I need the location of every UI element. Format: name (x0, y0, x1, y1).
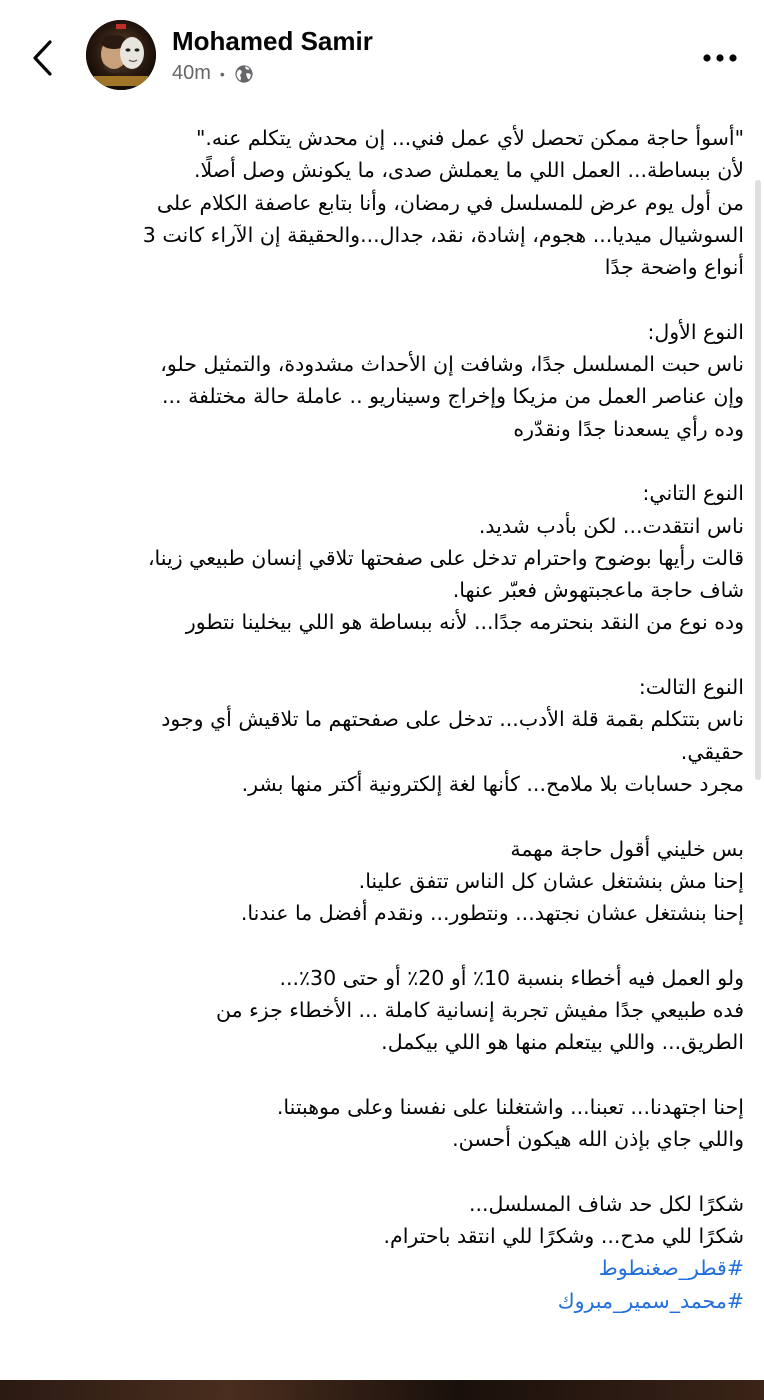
hashtag-link[interactable]: #محمد_سمير_مبروك (557, 1288, 744, 1313)
post-text-line: شكرًا لكل حد شاف المسلسل... (469, 1191, 744, 1216)
post-text-line: ناس بتتكلم بقمة قلة الأدب... تدخل على صفحتهم ما تلاقيش أي وجود (161, 707, 744, 732)
post-text-line: "أسوأ حاجة ممكن تحصل لأي عمل فني... إن محدش يتكلم عنه." (195, 126, 744, 150)
paragraph-gap (18, 1156, 744, 1188)
post-text-line: وده رأي يسعدنا جدًا ونقدّره (513, 416, 744, 441)
paragraph-gap (18, 283, 744, 315)
post-text-line: شكرًا للي مدح... وشكرًا للي انتقد باحترام. (383, 1224, 744, 1249)
post-text-line: السوشيال ميديا... هجوم، إشادة، نقد، جدال...والحقيقة إن الآراء كانت 3 (142, 222, 744, 247)
post-text-line: النوع الأول: (647, 319, 744, 344)
avatar-image (86, 20, 156, 90)
hashtag-link[interactable]: #قطر_صغنطوط (598, 1256, 744, 1281)
post-text-line: ولو العمل فيه أخطاء بنسبة 10٪ أو 20٪ أو حتى 30٪... (279, 965, 744, 990)
post-text-line: من أول يوم عرض للمسلسل في رمضان، وأنا بتابع عاصفة الكلام على (156, 190, 744, 215)
more-horizontal-icon (702, 53, 738, 63)
post-text-line: وإن عناصر العمل من مزيكا وإخراج وسيناريو .. عاملة حالة مختلفة ... (162, 384, 744, 409)
next-post-preview (0, 1380, 764, 1400)
post-meta (172, 62, 254, 85)
post-header (0, 0, 764, 118)
post-text-line: النوع التاني: (642, 481, 744, 506)
paragraph-gap (18, 445, 744, 477)
post-text-line: إحنا اجتهدنا... تعبنا... واشتغلنا على نفسنا وعلى موهبتنا. (276, 1094, 744, 1119)
post-text-line: وده نوع من النقد بنحترمه جدًا... لأنه ببساطة هو اللي بيخلينا نتطور (185, 610, 744, 635)
post-text-line: أنواع واضحة جدًا (604, 255, 744, 280)
paragraph-gap (18, 929, 744, 961)
more-options-button[interactable] (698, 40, 742, 76)
post-timestamp[interactable]: 40m (172, 62, 211, 84)
post-text-line: مجرد حسابات بلا ملامح... كأنها لغة إلكترونية أكتر منها بشر. (241, 771, 744, 796)
post-text-line: ناس انتقدت... لكن بأدب شديد. (478, 513, 744, 538)
post-text-line: إحنا بنشتغل عشان نجتهد... ونتطور... ونقدم أفضل ما عندنا. (240, 901, 744, 926)
author-name[interactable]: Mohamed Samir (172, 26, 373, 56)
post-text-line: الطريق... واللي بيتعلم منها هو اللي بيكمل. (381, 1030, 744, 1055)
post-text-line: إحنا مش بنشتغل عشان كل الناس تتفق علينا. (358, 868, 744, 893)
post-text-line: بس خليني أقول حاجة مهمة (510, 836, 744, 861)
meta-separator: • (219, 65, 225, 82)
globe-icon[interactable] (234, 64, 254, 84)
post-text-line: قالت رأيها بوضوح واحترام تدخل على صفحتها تلاقي إنسان طبيعي زينا، (147, 545, 744, 570)
post-text-line: فده طبيعي جدًا مفيش تجربة إنسانية كاملة ... الأخطاء جزء من (216, 998, 744, 1023)
paragraph-gap (18, 800, 744, 832)
post-text-line: حقيقي. (680, 739, 744, 764)
post-text-line: واللي جاي بإذن الله هيكون أحسن. (452, 1127, 744, 1152)
post-text-line: ناس حبت المسلسل جدًا، وشافت إن الأحداث مشدودة، والتمثيل حلو، (160, 352, 744, 377)
post-text-line: النوع التالت: (638, 675, 744, 700)
paragraph-gap (18, 1059, 744, 1091)
post-text-line: لأن ببساطة... العمل اللي ما يعملش صدى، ما يكونش وصل أصلًا. (193, 158, 744, 183)
post-text (18, 122, 744, 1317)
avatar[interactable] (86, 20, 156, 90)
scrollbar[interactable] (755, 180, 761, 780)
chevron-left-icon (31, 39, 53, 77)
back-button[interactable] (22, 36, 62, 80)
post-text-line: شاف حاجة ماعجبتهوش فعبّر عنها. (452, 578, 744, 603)
paragraph-gap (18, 639, 744, 671)
